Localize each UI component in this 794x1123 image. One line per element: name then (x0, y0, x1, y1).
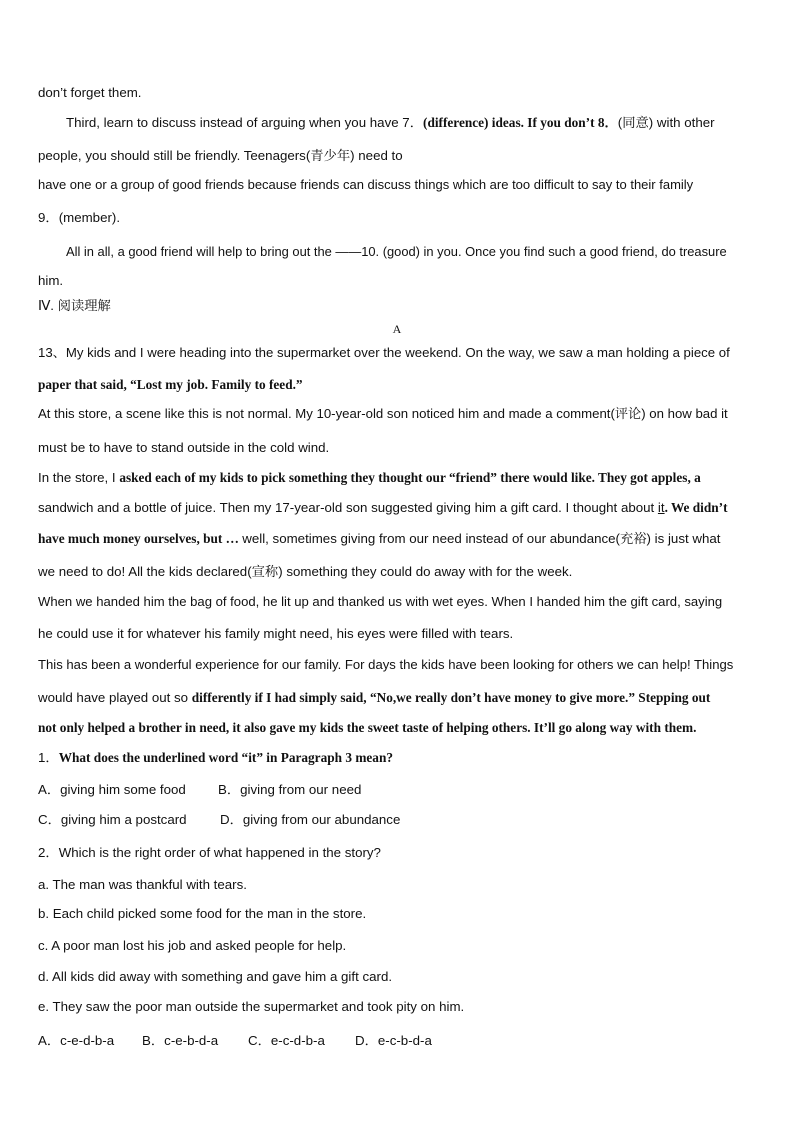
q1-option-a[interactable]: A．giving him some food (38, 782, 186, 797)
passage-line: This has been a wonderful experience for our family. For days the kids have been looking for others we can help! Things (38, 657, 734, 672)
q2-event-c: c. A poor man lost his job and asked people for help. (38, 938, 347, 953)
passage-line: he could use it for whatever his family might need, his eyes were filled with tears. (38, 626, 514, 641)
q2-option-a[interactable]: A．c-e-d-b-a (38, 1033, 115, 1048)
text-run: well, sometimes giving from our need instead of our abundance(充裕) is just what (242, 531, 721, 546)
q2-option-d[interactable]: D．e-c-b-d-a (355, 1033, 432, 1048)
passage-line: 13、My kids and I were heading into the supermarket over the weekend. On the way, we saw a man holding a piece of (38, 345, 730, 360)
text-run: Third, learn to discuss instead of arguing when you have 7． (66, 115, 424, 130)
text-run-bold: asked each of my kids to pick something they thought our “friend” there would like. They got apples, a (119, 470, 701, 485)
q2-event-b: b. Each child picked some food for the man in the store. (38, 906, 367, 921)
q1-option-b[interactable]: B．giving from our need (218, 782, 362, 797)
text-run-bold: . We didn’t (664, 500, 728, 515)
question-text-bold (59, 750, 393, 765)
passage-line: 9．(member). (38, 210, 121, 225)
passage-line (38, 500, 728, 516)
underlined-word-it: it (657, 500, 665, 515)
text-run: sandwich and a bottle of juice. Then my 17-year-old son suggested giving him a gift card. I thought about (38, 500, 658, 515)
passage-line: paper that said, “Lost my job. Family to feed.” (38, 377, 303, 392)
passage-line: him. (38, 273, 64, 288)
passage-letter: A (392, 322, 402, 336)
section-heading: Ⅳ. 阅读理解 (38, 298, 111, 313)
q2-event-d: d. All kids did away with something and gave him a gift card. (38, 969, 393, 984)
question-text: What does the underlined word “it” in Paragraph 3 mean? (58, 750, 393, 765)
text-run-bold: (difference) ideas. If you don’t 8． (423, 115, 618, 130)
q1-option-d[interactable]: D．giving from our abundance (220, 812, 401, 827)
passage-line: All in all, a good friend will help to bring out the ——10. (good) in you. Once you find such a good friend, do treasure (66, 244, 727, 259)
question-number: 1． (38, 750, 59, 765)
passage-line: we need to do! All the kids declared(宣称) something they could do away with for the week. (38, 564, 573, 579)
passage-line (38, 690, 710, 706)
text-run: would have played out so (38, 690, 192, 705)
q2-event-a: a. The man was thankful with tears. (38, 877, 247, 892)
passage-line: At this store, a scene like this is not normal. My 10-year-old son noticed him and made a comment(评论) on how bad it (38, 406, 728, 421)
passage-line (66, 115, 715, 131)
passage-line: must be to have to stand outside in the cold wind. (38, 440, 330, 455)
passage-line (38, 470, 701, 486)
passage-line: have one or a group of good friends because friends can discuss things which are too difficult to say to their family (38, 177, 694, 192)
text-run: (同意) with other (617, 115, 715, 130)
q1-option-c[interactable]: C．giving him a postcard (38, 812, 187, 827)
q2-option-c[interactable]: C．e-c-d-b-a (248, 1033, 325, 1048)
text-run-bold: differently if I had simply said, “No,we really don’t have money to give more.” Stepping out (191, 690, 711, 705)
passage-line: not only helped a brother in need, it also gave my kids the sweet taste of helping others. It’ll go along way with them. (38, 720, 697, 735)
text-run: In the store, I (38, 470, 120, 485)
passage-line (38, 531, 720, 547)
passage-line: don’t forget them. (38, 85, 142, 100)
question-1-stem (38, 750, 393, 766)
text-run-bold: have much money ourselves, but … (38, 531, 243, 546)
passage-line: When we handed him the bag of food, he lit up and thanked us with wet eyes. When I handed him the gift card, saying (38, 594, 723, 609)
q2-option-b[interactable]: B．c-e-b-d-a (142, 1033, 219, 1048)
q2-event-e: e. They saw the poor man outside the supermarket and took pity on him. (38, 999, 465, 1014)
passage-line: people, you should still be friendly. Teenagers(青少年) need to (38, 148, 403, 163)
question-2-stem: 2．Which is the right order of what happened in the story? (38, 845, 381, 860)
